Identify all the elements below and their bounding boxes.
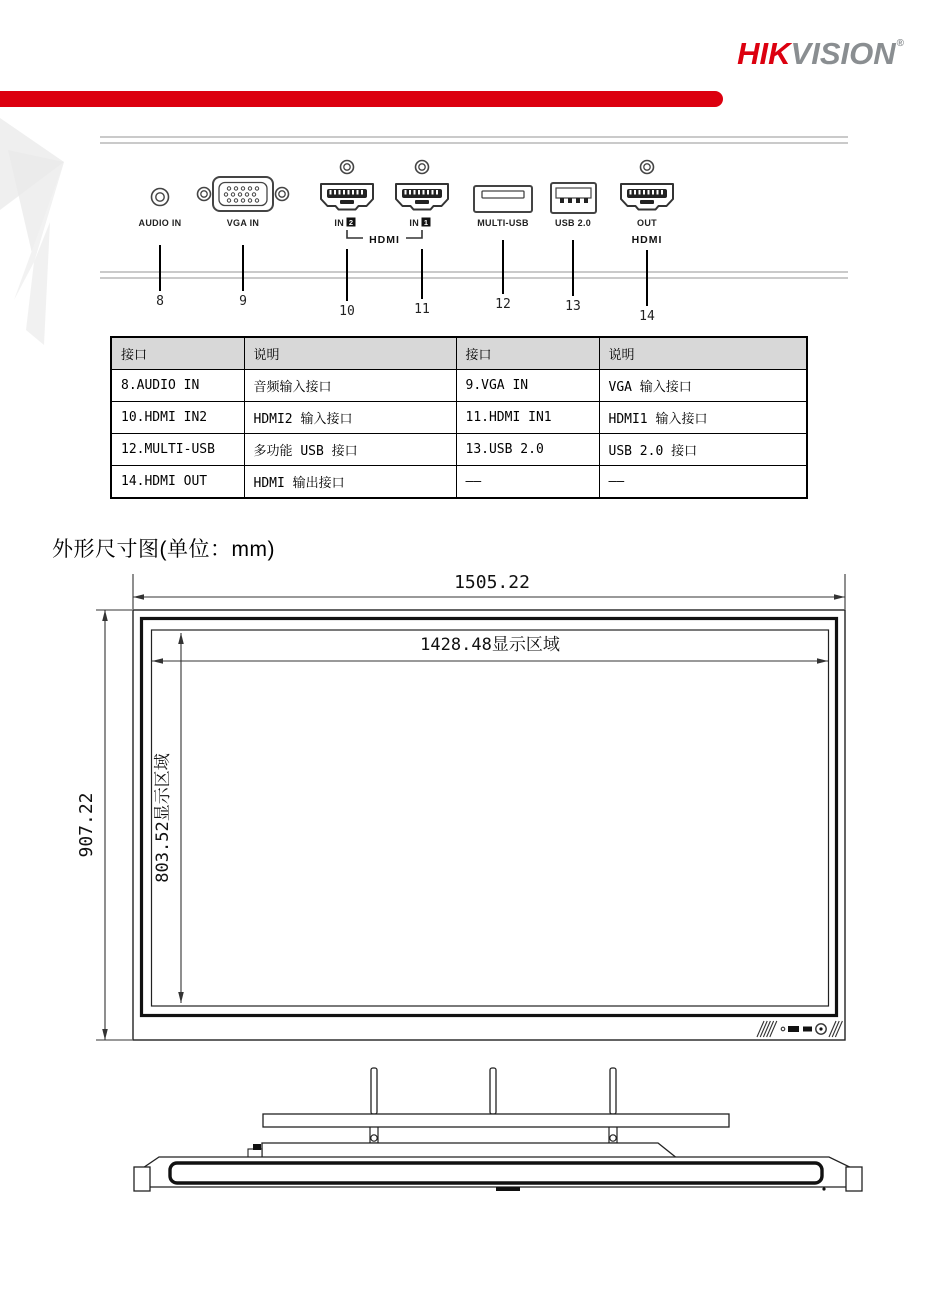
logo-vision-text: VISION [790,36,896,71]
table-header-cell: 说明 [244,337,456,370]
port-label-hdmi-in1: IN [409,218,419,228]
watermark-graphic [0,118,64,345]
hikvision-logo [737,36,904,72]
table-cell: 12.MULTI-USB [111,434,244,466]
port-label-usb-2-0: USB 2.0 [554,218,592,228]
table-cell: USB 2.0 接口 [599,434,807,466]
hdmi-in1-badge-number: 1 [423,217,429,227]
table-cell: HDMI1 输入接口 [599,402,807,434]
table-cell: —— [599,466,807,499]
callout-number-13: 13 [565,299,581,314]
table-row [111,434,807,466]
port-label-hdmi-in2: IN [334,218,344,228]
port-label-hdmi-out: OUT [637,218,657,228]
hdmi-in2-badge-number: 2 [348,217,354,227]
table-cell: 13.USB 2.0 [456,434,599,466]
dim-display-width: 1428.48显示区域 [420,635,560,655]
callout-number-12: 12 [495,297,511,312]
port-label-multi-usb: MULTI-USB [477,218,529,228]
callout-number-10: 10 [339,304,355,319]
table-header-cell: 接口 [456,337,599,370]
profile-view-drawing [134,1068,862,1191]
rear-panel-diagram [100,137,848,324]
table-cell: 音频输入接口 [244,370,456,402]
table-cell: 10.HDMI IN2 [111,402,244,434]
dim-overall-height: 907.22 [76,792,97,858]
table-cell: 8.AUDIO IN [111,370,244,402]
hdmi-in2-port-icon [321,161,373,210]
audio-in-port-icon [152,189,169,206]
table-cell: 9.VGA IN [456,370,599,402]
callout-number-8: 8 [156,294,164,309]
table-cell: —— [456,466,599,499]
table-cell: HDMI 输出接口 [244,466,456,499]
table-row [111,466,807,499]
table-cell: 14.HDMI OUT [111,466,244,499]
dimension-section-title: 外形尺寸图(单位：mm) [52,538,275,561]
port-description-table [110,336,808,499]
table-cell: VGA 输入接口 [599,370,807,402]
table-cell: 11.HDMI IN1 [456,402,599,434]
front-outer-outline [133,610,845,1040]
port-label-audio-in: AUDIO IN [138,218,182,228]
dim-display-height: 803.52显示区域 [153,753,173,883]
callout-number-14: 14 [639,309,655,324]
registered-mark: ® [896,38,904,49]
hdmi-out-port-icon [621,161,673,210]
table-header-cell: 说明 [599,337,807,370]
front-view-drawing [76,572,845,1040]
port-label-vga-in: VGA IN [226,218,260,228]
table-cell: 多功能 USB 接口 [244,434,456,466]
table-row [111,370,807,402]
dim-overall-width: 1505.22 [454,572,530,593]
table-row [111,402,807,434]
vga-in-port-icon [198,177,289,211]
table-header-cell: 接口 [111,337,244,370]
hdmi-logo-text: HDMI [369,234,400,246]
hdmi-in1-port-icon [396,161,448,210]
display-area-outline [152,630,829,1006]
callout-lines [160,240,647,306]
table-cell: HDMI2 输入接口 [244,402,456,434]
front-bezel-outline [142,619,837,1016]
callout-number-9: 9 [239,294,247,309]
usb-2-0-port-icon [551,183,596,213]
logo-hik-text: HIK [737,36,791,71]
callout-number-11: 11 [414,302,430,317]
table-header-row [111,337,807,370]
header-red-bar [0,91,723,107]
hdmi-out-logo-text: HDMI [631,234,663,246]
front-control-cluster [757,1021,842,1037]
multi-usb-port-icon [474,186,532,212]
